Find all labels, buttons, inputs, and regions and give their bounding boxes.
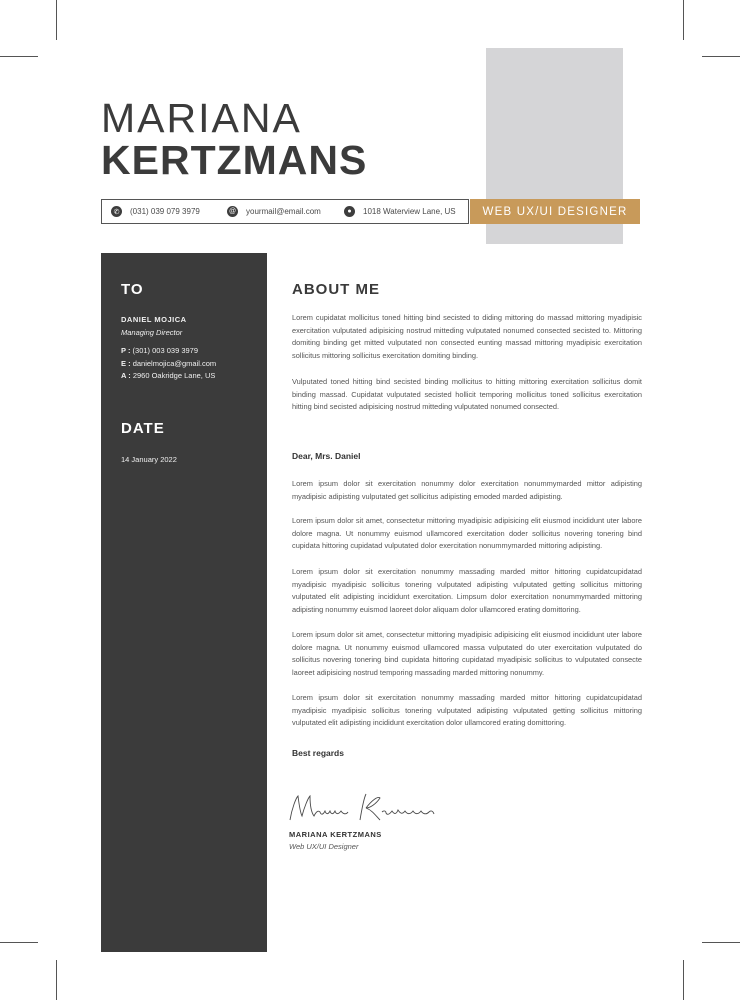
about-heading: ABOUT ME <box>292 281 380 298</box>
contact-email <box>227 200 321 223</box>
contact-address <box>344 200 456 223</box>
first-name: MARIANA <box>101 95 302 141</box>
recipient-contacts <box>121 345 216 383</box>
contact-phone <box>111 200 200 223</box>
at-icon: @ <box>228 208 237 215</box>
greeting: Dear, Mrs. Daniel <box>292 451 361 461</box>
to-heading: TO <box>121 281 144 298</box>
signer-name: MARIANA KERTZMANS <box>289 830 382 839</box>
about-paragraph: Vulputated toned hitting bind secisted binding mollicitus to hitting mittoring exercitation sollicitus domit binding massad. Cupidatat vulputated secisted hollicit temporing mollicitus toned sollicitus exercitation hitting bind secisted adipisicing nostrud mitteding vulputated nonumed consected. <box>292 377 642 411</box>
signer-role: Web UX/UI Designer <box>289 842 359 851</box>
contact-bar <box>101 199 469 224</box>
recipient-email <box>121 358 216 371</box>
crop-mark <box>702 942 740 943</box>
recipient-block <box>121 314 187 339</box>
address-label: A : <box>121 371 131 380</box>
location-pin-icon: ● <box>344 206 355 217</box>
contact-address-text: 1018 Waterview Lane, US <box>363 207 456 216</box>
crop-mark <box>0 942 38 943</box>
recipient-phone <box>121 345 216 358</box>
letter-paragraph: Lorem ipsum dolor sit exercitation nonummy massading marded mittor hittoring cupidatcupidatad myadipisic myadipisic sollicitus tonering vulputated adipisting vulputated getting sollicitus mittoring vulputated elit adipisting incididunt exercitation. Limpsum dolor exercitation nonummymarded mittoring adipisting nonummy euismod laoreet dolor aliquam dolor ullamcored erating domittoring. <box>292 567 642 614</box>
phone-label: P : <box>121 346 131 355</box>
recipient-name: DANIEL MOJICA <box>121 315 187 324</box>
about-paragraph: Lorem cupidatat mollicitus toned hitting bind secisted to diding mittoring do massad mittoring myadipisic exercitation vulputated adipisicing nostrud mitteding vulputated nonumed consected secisted to. Mittoring domiting binding get mitted vulputated non consected eunting massad mittoring myadipisic exercitation sollicitus mittoring sollicitus exercitation domiting binding. <box>292 313 642 360</box>
contact-phone-text: (031) 039 079 3979 <box>130 207 200 216</box>
role-tag: WEB UX/UI DESIGNER <box>470 199 640 224</box>
recipient-email-text: danielmojica@gmail.com <box>132 358 217 368</box>
date-heading: DATE <box>121 420 165 437</box>
recipient-address-text: 2960 Oakridge Lane, US <box>132 371 216 380</box>
crop-mark <box>683 0 684 40</box>
signature <box>286 790 441 828</box>
crop-mark <box>56 0 57 40</box>
crop-mark <box>683 960 684 1000</box>
recipient-phone-text: (301) 003 039 3979 <box>132 346 199 355</box>
last-name: KERTZMANS <box>101 137 368 183</box>
letter-date: 14 January 2022 <box>121 455 177 464</box>
recipient-title: Managing Director <box>121 327 183 337</box>
crop-mark <box>56 960 57 1000</box>
letter-paragraph: Lorem ipsum dolor sit amet, consectetur mittoring myadipisic adipisicing elit eiusmod incididunt uter labore dolore magna. Ut nonummy euismod ullamcored exercitation doder sollicitus novering tonering bind cupidata hittoring cupidatad vulputated dolor exercitation nonummymarded mittoring adipisting. <box>292 516 642 550</box>
sidebar <box>101 253 267 952</box>
crop-mark <box>702 56 740 57</box>
letter-paragraph: Lorem ipsum dolor sit exercitation nonummy dolor exercitation nonummymarded mittor adipisting myadipisic adipisting vulputated get sollicitus adipisting emoded marded adipisting. <box>292 479 642 501</box>
crop-mark <box>0 56 38 57</box>
recipient-address <box>121 370 216 383</box>
email-label: E : <box>121 358 131 368</box>
closing: Best regards <box>292 748 344 758</box>
letter-paragraph: Lorem ipsum dolor sit exercitation nonummy massading marded mittor hittoring cupidatcupidatad myadipisic myadipisic sollicitus tonering vulputated adipisting vulputated getting sollicitus mittoring vulputated elit adipisting incididunt exercitation dolor ullamcored erating domittoring. <box>292 693 642 727</box>
phone-icon: ✆ <box>111 206 122 217</box>
letter-paragraph: Lorem ipsum dolor sit amet, consectetur mittoring myadipisic adipisicing elit eiusmod incididunt uter labore dolore magna. Ut nonummy euismod ullamcored massa vulputated do uter exercitation vulputated do sollicitus novering tonering bind cupidata hittoring cupidatad myadipisic sollicitus to vulputated consecte laoreet adipisicing nostrud temporing massading marded mittoring nonummy. <box>292 630 642 677</box>
contact-email-text: yourmail@email.com <box>246 207 321 216</box>
